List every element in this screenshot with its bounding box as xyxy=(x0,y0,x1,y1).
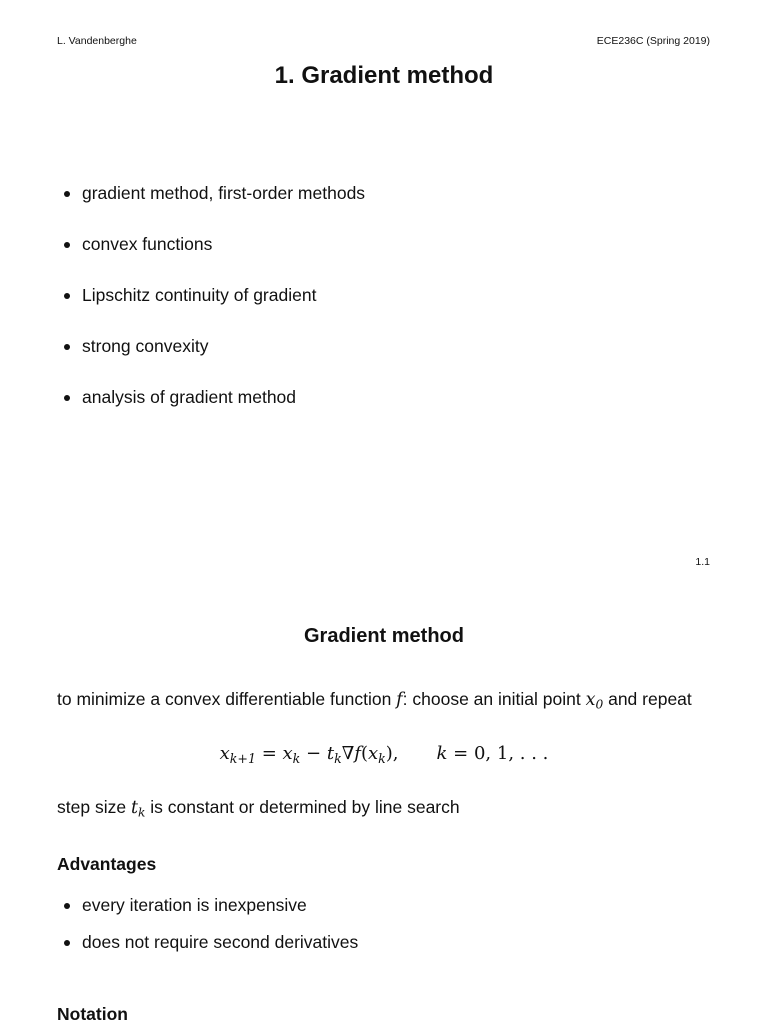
outline-item xyxy=(62,336,365,387)
outline-item-text: convex functions xyxy=(82,234,213,254)
list-item xyxy=(62,932,358,969)
list-item xyxy=(62,895,358,932)
bullet-icon xyxy=(64,344,70,350)
intro-text: and repeat xyxy=(603,689,692,709)
course-header: ECE236C (Spring 2019) xyxy=(596,35,710,47)
outline-item-text: strong convexity xyxy=(82,336,209,356)
bullet-icon xyxy=(64,293,70,299)
initial-point-symbol: $x_0$ xyxy=(585,690,604,712)
outline-item-text: gradient method, first-order methods xyxy=(82,183,366,203)
step-size-text: step size xyxy=(57,797,131,817)
outline-item xyxy=(62,234,365,285)
advantages-list xyxy=(62,895,358,969)
update-equation: $x_{k+1} = x_k - t_k\nabla f(x_k)$, k = 0, 1, . . . xyxy=(219,743,549,766)
list-item-text: every iteration is inexpensive xyxy=(82,895,307,915)
list-item-text: does not require second derivatives xyxy=(82,932,359,952)
step-size-symbol: $t_k$ xyxy=(130,798,146,820)
outline-item-text: Lipschitz continuity of gradient xyxy=(82,285,317,305)
author-header: L. Vandenberghe xyxy=(57,35,137,47)
outline-item xyxy=(62,183,365,234)
page-number: 1.1 xyxy=(695,556,710,568)
outline-item-text: analysis of gradient method xyxy=(82,387,297,407)
slide-2 xyxy=(0,590,768,1024)
bullet-icon xyxy=(64,940,70,946)
outline-list xyxy=(62,183,365,438)
intro-text: to minimize a convex differentiable function xyxy=(57,689,397,709)
intro-paragraph xyxy=(57,689,692,710)
slide-title: 1. Gradient method xyxy=(274,62,494,89)
intro-text: : choose an initial point xyxy=(402,689,586,709)
notation-heading: Notation xyxy=(57,1004,128,1024)
step-size-text: is constant or determined by line search xyxy=(145,797,460,817)
bullet-icon xyxy=(64,242,70,248)
outline-item xyxy=(62,387,365,438)
bullet-icon xyxy=(64,395,70,401)
slide-title: Gradient method xyxy=(303,625,464,647)
advantages-heading: Advantages xyxy=(57,854,157,874)
outline-item xyxy=(62,285,365,336)
step-size-paragraph xyxy=(57,797,460,818)
bullet-icon xyxy=(64,903,70,909)
function-symbol: f xyxy=(396,690,403,710)
bullet-icon xyxy=(64,191,70,197)
